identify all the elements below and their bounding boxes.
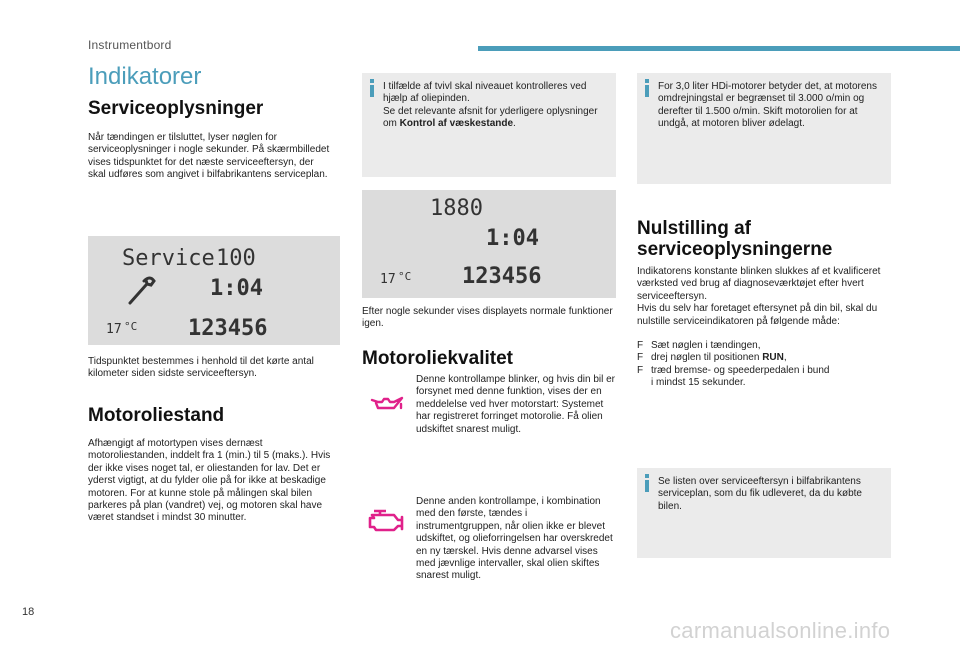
lcd2-top: 1880 bbox=[430, 196, 483, 221]
service-caption: Tidspunktet bestemmes i henhold til det kørte antal kilometer siden sidste serviceeftersyn. bbox=[88, 356, 314, 380]
info-icon bbox=[643, 79, 651, 97]
info-box-dipstick bbox=[362, 73, 616, 177]
display2-caption: Efter nogle sekunder vises displayets normale funktioner igen. bbox=[362, 306, 613, 330]
watermark: carmanualsonline.info bbox=[670, 618, 891, 643]
heading-nulstilling: Nulstilling af serviceoplysningerne bbox=[637, 218, 833, 260]
lcd-odometer: 123456 bbox=[188, 316, 268, 341]
oil-quality-lamp1-text: Denne kontrollampe blinker, og hvis din bil er forsynet med denne funktion, vises der en meddelelse ved hver motorstart: Systemet har registreret forringet motorolie. Få olien udskiftet snarest muligt. bbox=[416, 374, 615, 435]
engine-warning-icon bbox=[366, 505, 406, 535]
heading-motoroliekvalitet: Motoroliekvalitet bbox=[362, 348, 513, 369]
oil-level-text: Afhængigt af motortypen vises dernæst motoroliestanden, inddelt fra 1 (min.) til 5 (maks.). Hvis der ikke vises noget tal, er oliestanden for lav. Det er yderst vigtigt, at du fylder olie på for ikke at beskadige motoren. For at kunne stole på målingen skal bilen parkeres på plan (vandret) vej, og motoren skal have været standset i mindst 30 minutter. bbox=[88, 438, 331, 524]
page-number: 18 bbox=[22, 606, 35, 618]
lcd2-temp: 17 bbox=[380, 272, 396, 287]
info-hdi-text: For 3,0 liter HDi-motorer betyder det, at motorens omdrejningstal er begrænset til 3.000 o/min og derefter til 1.500 o/min. Skift motorolien for at undgå, at motoren bliver ødelagt. bbox=[658, 81, 877, 130]
info-box-hdi bbox=[637, 73, 891, 184]
bullet-marker: F bbox=[637, 340, 644, 351]
section-label: Instrumentbord bbox=[88, 38, 172, 52]
lcd-service-text: Service bbox=[122, 246, 215, 271]
heading-motoroliestand: Motoroliestand bbox=[88, 405, 225, 426]
reset-step: F træd bremse- og speederpedalen i bund i mindst 15 sekunder. bbox=[637, 364, 830, 389]
lcd2-time: 1:04 bbox=[486, 226, 539, 251]
lcd-temp: 17 bbox=[106, 322, 122, 337]
reset-text: Indikatorens konstante blinken slukkes af et kvalificeret værksted ved brug af diagnoseværktøjet efter hvert serviceeftersyn. Hvis du selv har foretaget eftersynet på din bil, skal du nulstille serviceindikatoren på følgende måde: bbox=[637, 266, 881, 327]
lcd2-odometer: 123456 bbox=[462, 264, 542, 289]
info-icon bbox=[643, 474, 651, 492]
lcd-time: 1:04 bbox=[210, 276, 263, 301]
header-accent-bar bbox=[478, 46, 960, 51]
bullet-marker: F bbox=[637, 352, 644, 364]
lcd2-temp-unit: °C bbox=[398, 270, 412, 283]
oil-can-icon bbox=[368, 393, 404, 415]
lcd-service-km: 100 bbox=[216, 246, 256, 271]
bullet-marker: F bbox=[637, 364, 644, 376]
info-icon bbox=[368, 79, 376, 97]
lcd-temp-unit: °C bbox=[124, 320, 138, 333]
info-box-service-plan bbox=[637, 468, 891, 558]
info-plan-text: Se listen over serviceeftersyn i bilfabrikantens serviceplan, som du fik udleveret, da du købte bilen. bbox=[658, 476, 862, 512]
reset-step: F Sæt nøglen i tændingen, bbox=[637, 340, 761, 351]
reset-step: F drej nøglen til positionen RUN, bbox=[637, 352, 787, 364]
page-title: Indikatorer bbox=[88, 63, 202, 90]
oil-quality-lamp2-text: Denne anden kontrollampe, i kombination med den første, tændes i instrumentgruppen, når olien ikke er blevet udskiftet, og olieforringelsen har overskredet en ny tærskel. Hvis denne advarsel vises med jævnlige intervaller, skal olien skiftes snarest muligt. bbox=[416, 496, 613, 582]
service-intro: Når tændingen er tilsluttet, lyser nøglen for serviceoplysninger i nogle sekunder. På skærmbilledet vises tidspunktet for det næste serviceeftersyn, der skal udføres som angivet i bilfabrikantens serviceplan. bbox=[88, 132, 330, 181]
reset-steps bbox=[637, 340, 891, 390]
service-display-image bbox=[88, 236, 340, 345]
heading-serviceoplysninger: Serviceoplysninger bbox=[88, 98, 264, 119]
normal-display-image bbox=[362, 190, 616, 298]
info-dipstick-text: I tilfælde af tvivl skal niveauet kontrolleres ved hjælp af oliepinden. Se det relevante afsnit for yderligere oplysninger om Kontrol af væskestande. bbox=[383, 81, 598, 130]
